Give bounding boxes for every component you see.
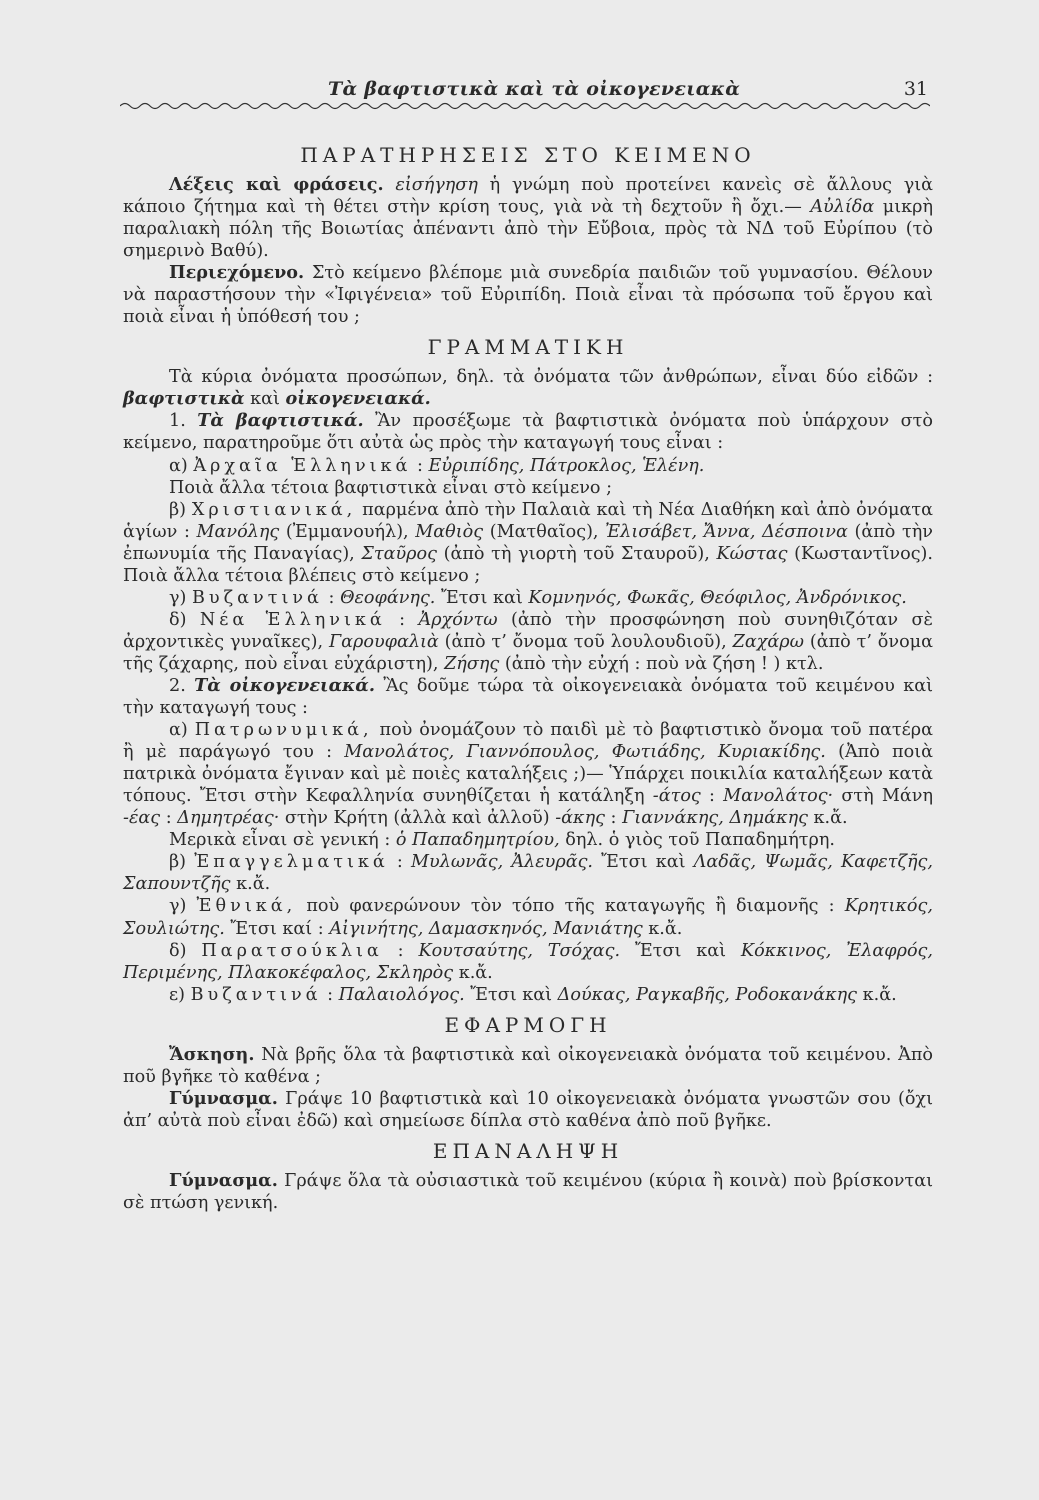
term: Αὐλίδα	[810, 197, 875, 218]
colon: :	[322, 587, 341, 608]
marker: β)	[169, 852, 195, 873]
text: καὶ	[244, 389, 286, 410]
text: (ἀπὸ τ’ ὄνομα τοῦ λουλουδιοῦ),	[438, 631, 733, 652]
wavy-rule	[120, 100, 930, 112]
question	[123, 477, 933, 499]
section-title-observations: ΠΑΡΑΤΗΡΗΣΕΙΣ ΣΤΟ ΚΕΙΜΕΝΟ	[300, 143, 756, 167]
names: Εὐριπίδης, Πάτροκλος, Ἑλένη.	[428, 455, 705, 476]
text: κ.ἄ.	[642, 918, 683, 939]
names: Παλαιολόγος.	[338, 984, 465, 1005]
text: Ἂν προσέξωμε τὰ βαφτιστικὰ ὀνόματα ποὺ ὑπάρχουν στὸ κείμενο, παρατηροῦμε ὅτι αὐτὰ ὡς πρὸς τὴν καταγωγή τους εἶναι :	[123, 411, 933, 454]
text: (Κωσταντῖνος). Ποιὰ ἄλλα τέτοια βλέπεις στὸ κείμενο ;	[123, 543, 933, 586]
exercise	[123, 1044, 933, 1088]
colon: :	[321, 984, 339, 1005]
marker: γ)	[169, 587, 192, 608]
names: Κόκκινος, Ἐλαφρός, Περιμένης, Πλακοκέφαλος, Σκληρὸς	[123, 940, 933, 983]
text: δηλ. ὁ γιὸς τοῦ Παπαδημήτρη.	[559, 830, 835, 851]
text: στὴν Κρήτη (ἀλλὰ καὶ ἀλλοῦ)	[279, 808, 556, 829]
text: Γράψε 10 βαφτιστικὰ καὶ 10 οἰκογενειακὰ ὀνόματα γνωστῶν σου (ὄχι ἀπ’ αὐτὰ ποὺ εἶναι ἐδῶ) καὶ σημείωσε δίπλα στὸ καθένα ἀπὸ ποῦ βγῆκε.	[123, 1088, 933, 1131]
text: Ἔτσι καὶ	[593, 852, 694, 873]
category: Νέα Ἑλληνικά	[199, 609, 386, 630]
names: Ζαχάρω	[732, 631, 804, 652]
text: ἡ γνώμη ποὺ προτείνει κανεὶς σὲ ἄλλους γιὰ κάποιο ζήτημα καὶ τὴ θέτει στὴν κρίση τους, γιὰ νὰ τὴ δεχτοῦν ἢ ὄχι.—	[123, 175, 934, 218]
text: κ.ἄ.	[807, 808, 848, 829]
names: Ἐλισάβετ, Ἄννα, Δέσποινα	[605, 521, 848, 542]
item-ethnic	[123, 895, 933, 939]
label: Ἄσκηση.	[169, 1043, 255, 1065]
text: :	[604, 808, 623, 829]
text: (ἀπὸ τ’ ὄνομα τῆς ζάχαρης, ποὺ εἶναι εὐχάριστη),	[123, 631, 933, 674]
item-nicknames	[123, 940, 933, 984]
names: Κρητικός, Σουλιώτης.	[123, 896, 933, 939]
section-title-grammar: ΓΡΑΜΜΑΤΙΚΗ	[427, 335, 629, 360]
term: βαφτιστικὰ	[123, 388, 245, 410]
category: Ἐθνικά,	[196, 896, 297, 917]
num: 2.	[169, 675, 195, 696]
section-title-revision: ΕΠΑΝΑΛΗΨΗ	[432, 1138, 624, 1163]
names: Δούκας, Ραγκαβῆς, Ροδοκανάκης	[557, 984, 858, 1005]
names: Μανολάτος·	[723, 786, 834, 807]
label: Γύμνασμα.	[169, 1169, 278, 1191]
marker: β)	[169, 499, 192, 520]
item-modern-greek	[123, 609, 933, 675]
text: παρμένα ἀπὸ τὴν Παλαιὰ καὶ τὴ Νέα Διαθήκη καὶ ἀπὸ ὀνόματα ἁγίων :	[123, 499, 933, 542]
names: Μυλωνᾶς, Ἀλευρᾶς.	[410, 852, 594, 873]
term: οἰκογενειακά.	[285, 388, 431, 410]
page-number: 31	[903, 78, 928, 100]
names: Μανολάτος, Γιαννόπουλος, Φωτιάδης, Κυριακίδης.	[344, 742, 826, 763]
text: Τὰ κύρια ὀνόματα προσώπων, δηλ. τὰ ὀνόματα τῶν ἀνθρώπων, εἶναι δύο εἰδῶν :	[169, 367, 933, 388]
category: Ἐπαγγελματικά	[194, 852, 389, 873]
names: Αἰγινήτης, Δαμασκηνός, Μανιάτης	[329, 918, 643, 939]
colon: :	[385, 609, 419, 630]
category: Πατρωνυμικά,	[194, 720, 373, 741]
text: Μερικὰ εἶναι σὲ γενική :	[169, 830, 396, 851]
drill	[123, 1088, 933, 1132]
names: ὁ Παπαδημητρίου,	[395, 830, 560, 851]
label: Γύμνασμα.	[169, 1087, 278, 1109]
colon: :	[411, 455, 429, 476]
text: Γράψε ὅλα τὰ οὐσιαστικὰ τοῦ κειμένου (κύρια ἢ κοινὰ) ποὺ βρίσκονται σὲ πτώση γενική.	[123, 1170, 933, 1213]
text: ποὺ ὀνομάζουν τὸ παιδὶ μὲ τὸ βαφτιστικὸ ὄνομα τοῦ πατέρα ἢ μὲ παράγωγό του :	[123, 720, 933, 763]
marker: δ)	[169, 609, 200, 630]
names: Λαδᾶς, Ψωμᾶς, Καφετζῆς, Σαπουντζῆς	[123, 852, 933, 895]
item-patronymic	[123, 719, 933, 829]
paragraph-words-phrases	[123, 174, 933, 262]
label: Τὰ οἰκογενειακά.	[194, 674, 375, 696]
category: Ἀρχαῖα Ἑλληνικά	[193, 455, 412, 476]
names: Ζήσης	[444, 653, 500, 674]
category: Βυζαντινά	[190, 984, 322, 1005]
text: Ἔτσι καὶ	[620, 940, 741, 961]
names: Κουτσαύτης, Τσόχας.	[418, 940, 621, 961]
label: Τὰ βαφτιστικά.	[197, 410, 364, 432]
names: Γαρουφαλιὰ	[328, 631, 439, 652]
category: Βυζαντινά	[191, 587, 323, 608]
text: μικρὴ παραλιακὴ πόλη τῆς Βοιωτίας ἀπέναντι ἀπὸ τὴν Εὔβοια, πρὸς τὰ ΝΔ τοῦ Εὐρίπου (τὸ σημερινὸ Βαθύ).	[123, 197, 933, 262]
label: Λέξεις καὶ φράσεις.	[169, 174, 384, 195]
category: Χριστιανικά,	[191, 499, 357, 520]
text: κ.ἄ.	[230, 874, 271, 895]
text: Ποιὰ ἄλλα τέτοια βαφτιστικὰ εἶναι στὸ κείμενο ;	[169, 477, 612, 498]
text: :	[160, 808, 178, 829]
text: ποὺ φανερώνουν τὸν τόπο τῆς καταγωγῆς ἢ διαμονῆς :	[296, 896, 845, 917]
item-christian	[123, 499, 933, 587]
paragraph-content	[123, 262, 933, 328]
paragraph-intro	[123, 366, 933, 410]
marker: γ)	[169, 896, 197, 917]
term: εἰσήγηση	[395, 175, 478, 195]
text: (ἀπὸ τὴ γιορτὴ τοῦ Σταυροῦ),	[436, 543, 717, 564]
item-byzantine-family	[123, 984, 933, 1006]
names: Σταῦρος	[361, 543, 437, 564]
marker: α)	[169, 720, 195, 741]
text: (ἀπὸ τὴν εὐχή : ποὺ νὰ ζήση ! ) κτλ.	[499, 653, 824, 674]
paragraph-family	[123, 675, 933, 719]
text: Ἔτσι καί :	[224, 918, 330, 939]
text: (ἀπὸ τὴν προσφώνηση ποὺ συνηθιζόταν σὲ ἀρχοντικὲς γυναῖκες),	[123, 609, 933, 652]
text: :	[700, 786, 724, 807]
text: (Ἀπὸ ποιὰ πατρικὰ ὀνόματα ἔγιναν καὶ μὲ ποιὲς καταλήξεις ;)— Ὑπάρχει ποικιλία καταλήξεων κατὰ τόπους. Ἔτσι στὴν Κεφαλληνία συνηθίζεται ἡ κατάληξη	[123, 742, 933, 807]
text: κ.ἄ.	[857, 984, 897, 1005]
paragraph-genitive	[123, 829, 933, 851]
running-title: Τὰ βαφτιστικὰ καὶ τὰ οἰκογενειακὰ	[328, 78, 741, 100]
paragraph-baptismal	[123, 410, 933, 454]
marker: δ)	[169, 940, 202, 961]
suffix: -άκης	[555, 808, 605, 829]
names: Δημητρέας·	[177, 808, 280, 829]
names: Μανόλης	[196, 521, 280, 542]
marker: ε)	[169, 984, 191, 1005]
item-ancient-greek	[123, 455, 933, 477]
item-byzantine	[123, 587, 933, 609]
marker: α)	[169, 455, 194, 476]
text: στὴ Μάνη	[833, 786, 933, 807]
colon: :	[388, 852, 411, 873]
names: Μαθιὸς	[415, 521, 484, 542]
names: Κομνηνός, Φωκᾶς, Θεόφιλος, Ἀνδρόνικος.	[528, 587, 907, 608]
text: κ.ἄ.	[453, 962, 493, 983]
category: Παρατσούκλια	[201, 940, 383, 961]
text: (Ἐμμανουήλ),	[279, 521, 416, 542]
label: Περιεχόμενο.	[169, 262, 305, 284]
drill-revision	[123, 1170, 933, 1214]
names: Θεοφάνης.	[340, 587, 436, 608]
text: Ἔτσι καὶ	[464, 984, 558, 1005]
names: Ἀρχόντω	[418, 609, 498, 630]
suffix: -έας	[123, 808, 161, 829]
section-title-application: ΕΦΑΡΜΟΓΗ	[444, 1012, 612, 1037]
suffix: -άτος	[652, 786, 701, 807]
text: Στὸ κείμενο βλέπομε μιὰ συνεδρία παιδιῶν τοῦ γυμνασίου. Θέλουν νὰ παραστήσουν τὴν «Ἰφιγένεια» τοῦ Εὐριπίδη. Ποιὰ εἶναι τὰ πρόσωπα τοῦ ἔργου καὶ ποιὰ εἶναι ἡ ὑπόθεσή του ;	[123, 263, 933, 328]
colon: :	[382, 940, 419, 961]
text: (Ματθαῖος),	[483, 521, 606, 542]
item-professional	[123, 851, 933, 895]
text: Νὰ βρῆς ὅλα τὰ βαφτιστικὰ καὶ οἰκογενειακὰ ὀνόματα τοῦ κειμένου. Ἀπὸ ποῦ βγῆκε τὸ καθένα ;	[123, 1044, 933, 1087]
num: 1.	[169, 411, 198, 432]
names: Γιαννάκης, Δημάκης	[622, 808, 808, 829]
text: Ἔτσι καὶ	[435, 587, 529, 608]
names: Κώστας	[716, 543, 788, 564]
page-body	[123, 136, 933, 1214]
text: Ἂς δοῦμε τώρα τὰ οἰκογενειακὰ ὀνόματα τοῦ κειμένου καὶ τὴν καταγωγή τους :	[123, 675, 933, 719]
text: (ἀπὸ τὴν ἐπωνυμία τῆς Παναγίας),	[123, 521, 934, 564]
